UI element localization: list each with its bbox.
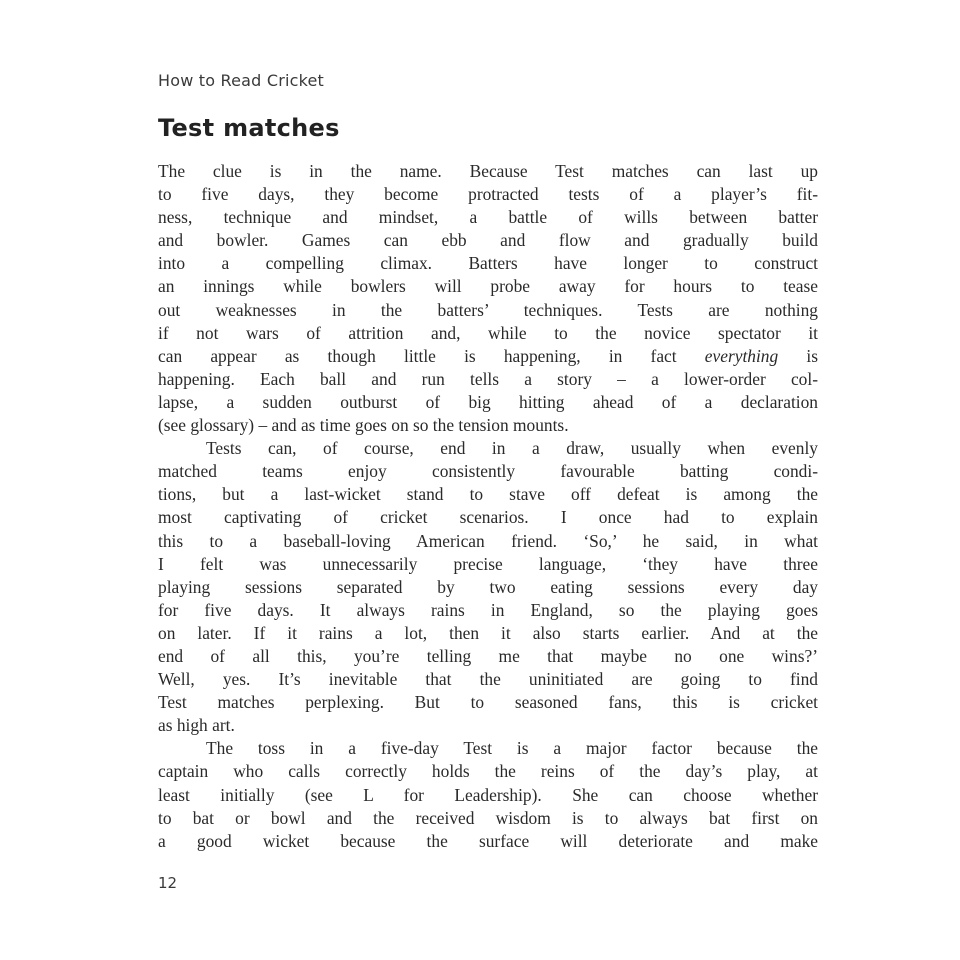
text-span: is xyxy=(778,345,818,366)
text-line: lapse, a sudden outburst of big hitting ahead of a declaration xyxy=(158,391,818,412)
text-line: an innings while bowlers will probe away for hours to tease xyxy=(158,276,818,297)
text-line: Tests can, of course, end in a draw, usually when evenly xyxy=(206,438,818,459)
paragraph-3 xyxy=(158,737,818,852)
running-head: How to Read Cricket xyxy=(158,71,325,90)
text-line: The clue is in the name. Because Test matches can last up xyxy=(158,161,818,181)
text-line: I felt was unnecessarily precise language, ‘they have three xyxy=(158,553,818,574)
text-line: captain who calls correctly holds the reins of the day’s play, at xyxy=(158,761,818,782)
text-line: matched teams enjoy consistently favourable batting condi- xyxy=(158,461,818,482)
text-line: into a compelling climax. Batters have longer to construct xyxy=(158,253,818,274)
text-line: out weaknesses in the batters’ techniques. Tests are nothing xyxy=(158,299,818,320)
text-line: on later. If it rains a lot, then it also starts earlier. And at the xyxy=(158,622,818,643)
text-line: Well, yes. It’s inevitable that the uninitiated are going to find xyxy=(158,669,818,690)
text-line: tions, but a last-wicket stand to stave off defeat is among the xyxy=(158,484,818,505)
text-line: ness, technique and mindset, a battle of wills between batter xyxy=(158,207,818,228)
paragraph-2 xyxy=(158,437,818,737)
text-line: for five days. It always rains in England, so the playing goes xyxy=(158,599,818,620)
text-line: least initially (see L for Leadership). She can choose whether xyxy=(158,784,818,805)
text-span: can appear as though little is happening, in fact xyxy=(158,345,677,366)
body-text xyxy=(158,160,818,853)
paragraph-1 xyxy=(158,160,818,437)
text-line: Test matches perplexing. But to seasoned fans, this is cricket xyxy=(158,692,818,713)
section-heading: Test matches xyxy=(158,114,340,142)
text-line: a good wicket because the surface will deteriorate and make xyxy=(158,830,818,851)
text-line: happening. Each ball and run tells a story – a lower-order col- xyxy=(158,368,818,389)
text-line: if not wars of attrition and, while to the novice spectator it xyxy=(158,322,818,343)
text-line: playing sessions separated by two eating sessions every day xyxy=(158,576,818,597)
text-line: most captivating of cricket scenarios. I once had to explain xyxy=(158,507,818,528)
text-line: as high art. xyxy=(158,715,235,736)
page-number: 12 xyxy=(158,874,178,892)
text-line: The toss in a five-day Test is a major factor because the xyxy=(206,738,818,759)
text-line: and bowler. Games can ebb and flow and gradually build xyxy=(158,230,818,251)
text-line: (see glossary) – and as time goes on so the tension mounts. xyxy=(158,415,569,436)
text-line: end of all this, you’re telling me that maybe no one wins?’ xyxy=(158,645,818,666)
text-line: this to a baseball-loving American friend. ‘So,’ he said, in what xyxy=(158,530,818,551)
emphasis-text: everything xyxy=(704,345,779,366)
text-line: to five days, they become protracted tests of a player’s fit- xyxy=(158,184,818,205)
text-line-with-emphasis xyxy=(158,345,818,368)
text-line: to bat or bowl and the received wisdom is to always bat first on xyxy=(158,807,818,828)
